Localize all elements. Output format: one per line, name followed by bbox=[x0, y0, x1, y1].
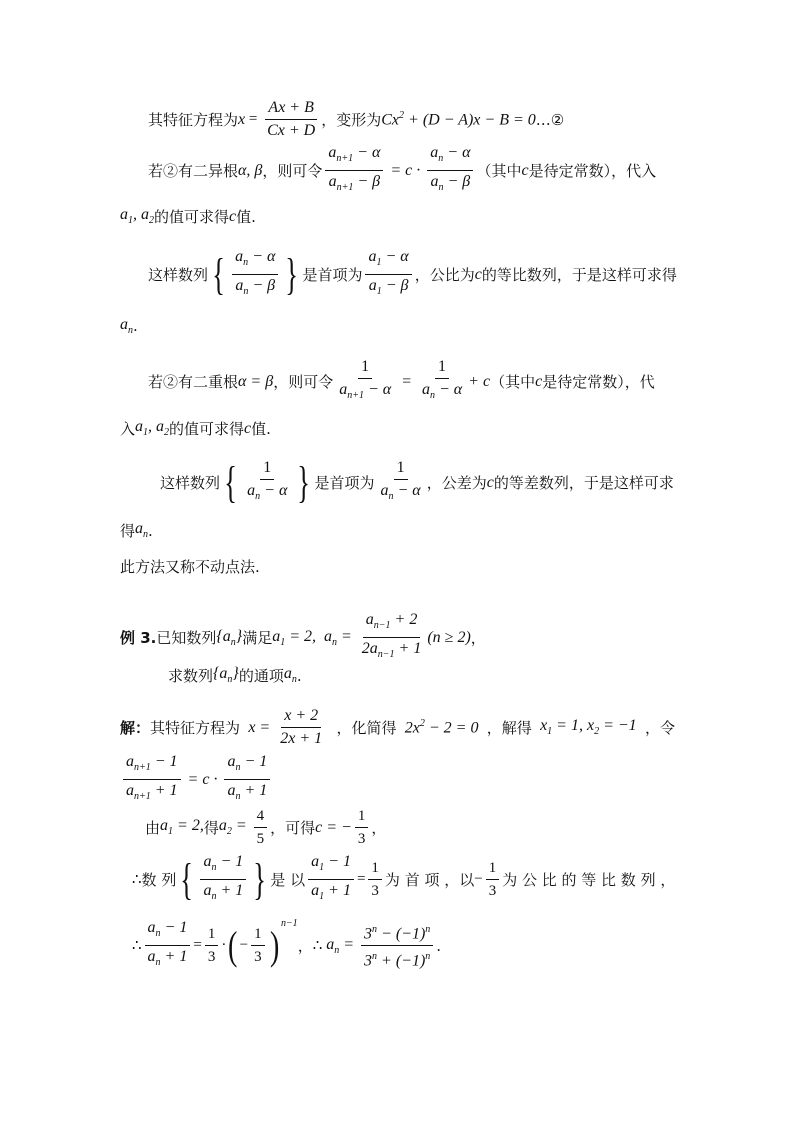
text: 是待定常数），代入 bbox=[528, 162, 657, 181]
get-an-line: 得 $a_n$ . bbox=[120, 520, 153, 541]
fraction: $\frac{1}{a_n - \alpha}$ bbox=[421, 358, 463, 402]
fraction: $\frac{1}{a_{n+1} - \alpha}$ bbox=[339, 358, 392, 402]
text: 其特征方程为 bbox=[150, 719, 241, 737]
solution-label: 解： bbox=[120, 719, 151, 737]
text: ， bbox=[371, 819, 387, 837]
text: ， bbox=[297, 937, 313, 956]
text: 求数列 bbox=[168, 667, 214, 685]
substitute-line-2: 入 $a_1$, $a_2$ 的值可求得 c 值. bbox=[120, 418, 271, 439]
therefore-symbol: ∴ bbox=[132, 938, 142, 955]
text: 的等比数列，于是这样可求得 bbox=[481, 266, 677, 285]
text: 的等差数列，于是这样可求 bbox=[493, 474, 674, 493]
text: ，解得 bbox=[486, 719, 532, 737]
solution-line-3: 由 $a_1 = 2$, 得 $a_2$ = $\frac{4}{5}$ ，可得 c = − $\frac{1}{3}$ ， bbox=[145, 808, 387, 847]
text: 值. bbox=[236, 208, 256, 226]
fraction: $\frac{1}{a_n - \alpha}$ bbox=[247, 459, 288, 503]
double-root-line: 若②有二重根 α = β ，则可令 $\frac{1}{a_{n+1} - \alpha}$ = $\frac{1}{a_n - \alpha}$ + c （其中 c 是待定常数），代 bbox=[148, 357, 655, 406]
fraction: $\frac{1}{a_n - \alpha}$ bbox=[380, 459, 421, 503]
example-3-question: 求数列 $\{a_n\}$ 的通项 $a_n$ . bbox=[168, 665, 302, 686]
text: ，公差为 bbox=[426, 474, 487, 493]
therefore-symbol: ∴ bbox=[132, 872, 142, 889]
text: 的值可求得 bbox=[154, 208, 230, 226]
text: ，化简得 bbox=[336, 719, 397, 737]
fraction: $\frac{a_n - \alpha}{a_n - \beta}$ bbox=[232, 247, 278, 302]
char-equation-line: 其特征方程为 x = $\frac{Ax + B}{Cx + D}$ ，变形为 $Cx^2 + (D - A)x - B = 0$ …② bbox=[148, 99, 565, 139]
text: ，令 bbox=[644, 719, 675, 737]
text: 入 bbox=[120, 420, 136, 438]
example-label: 例 3. bbox=[120, 629, 157, 648]
geometric-sequence-line: 这样数列 { $\frac{a_n - \alpha}{a_n - \beta}$ } 是首项为 $\frac{a_1 - \alpha}{a_1 - \beta}$ ，公比为 c 的等比数列，于是这样可求得 bbox=[148, 247, 677, 302]
fraction: $\frac{1}{3}$ bbox=[368, 858, 382, 901]
solution-line-1: 解：其特征方程为 x = $\frac{x + 2}{2x + 1}$ ，化简得 $2x^2 - 2 = 0$ ，解得 $x_1 = 1$, $x_2 = -1$ ，令 bbox=[120, 707, 675, 747]
text: 是待定常数），代 bbox=[542, 373, 655, 392]
text: 若②有二异根 bbox=[148, 162, 239, 181]
arithmetic-sequence-line: 这样数列 { $\frac{1}{a_n - \alpha}$ } 是首项为 $\frac{1}{a_n - \alpha}$ ，公差为 c 的等差数列，于是这样可求 bbox=[160, 457, 674, 507]
text: . bbox=[436, 936, 442, 955]
text: 值. bbox=[251, 420, 271, 438]
text: ，则可令 bbox=[273, 373, 334, 392]
distinct-roots-line: 若②有二异根 α, β ，则可令 $\frac{a_{n+1} - \alpha}{a_{n+1} - \beta}$ = c · $\frac{a_n - \alpha}{a_n - \beta}$ （其中 c 是待定常数），代入 bbox=[148, 143, 656, 198]
fraction: $\frac{4}{5}$ bbox=[254, 806, 268, 849]
example-3: 例 3. 已知数列 $\{a_n\}$ 满足 $a_1 = 2$, $a_n$ = $\frac{a_{n-1} + 2}{2a_{n-1} + 1}$ (n ≥ 2) ， bbox=[120, 610, 486, 665]
text: . bbox=[148, 521, 153, 540]
substitute-line: $a_1$, $a_2$ 的值可求得 c 值. bbox=[120, 206, 256, 227]
fraction: $\frac{x + 2}{2x + 1}$ bbox=[280, 707, 323, 747]
text: 为 首 项 ，以 bbox=[384, 871, 475, 890]
text: 由 bbox=[145, 819, 161, 837]
fraction: $\frac{a_n - 1}{a_n + 1}$ bbox=[224, 752, 270, 807]
text: ，则可令 bbox=[262, 162, 323, 181]
fixed-point-note bbox=[120, 556, 260, 577]
text: ，可得 bbox=[270, 819, 316, 837]
fraction: $\frac{a_{n+1} - \alpha}{a_{n+1} - \beta}$ bbox=[325, 143, 383, 198]
fraction: $\frac{a_{n+1} - 1}{a_{n+1} + 1}$ bbox=[123, 752, 181, 807]
text: . bbox=[133, 317, 138, 336]
text: 已知数列 bbox=[156, 629, 217, 648]
fraction: $\frac{a_1 - 1}{a_1 + 1}$ bbox=[308, 852, 354, 907]
therefore-symbol: ∴ bbox=[312, 938, 323, 955]
text: 的值可求得 bbox=[169, 420, 245, 438]
text: 满足 bbox=[242, 629, 273, 648]
solution-line-5: ∴ $\frac{a_n - 1}{a_n + 1}$ = $\frac{1}{3}$ · ( − $\frac{1}{3}$ ) n−1 ， ∴ $a_n$ = $\frac{3^n - (-1)^n}{3^n + (-1)^n}$ . bbox=[132, 918, 441, 973]
text: 是首项为 bbox=[314, 474, 375, 493]
fraction: $\frac{a_1 - \alpha}{a_1 - \beta}$ bbox=[365, 247, 411, 302]
fraction: $\frac{3^n - (-1)^n}{3^n + (-1)^n}$ bbox=[361, 920, 433, 972]
fraction: $\frac{1}{3}$ bbox=[355, 806, 369, 849]
text: ，变形为 bbox=[321, 111, 382, 129]
fraction: $\frac{a_{n-1} + 2}{2a_{n-1} + 1}$ bbox=[361, 611, 422, 661]
text: 的通项 bbox=[238, 667, 284, 685]
text: 这样数列 bbox=[148, 266, 209, 285]
text: 若②有二重根 bbox=[148, 373, 239, 392]
text: 为 公 比 的 等 比 数 列 ， bbox=[502, 871, 676, 890]
text: …② bbox=[535, 110, 565, 129]
text: 此方法又称不动点法. bbox=[120, 558, 260, 576]
text: 这样数列 bbox=[160, 474, 221, 493]
text: ，公比为 bbox=[414, 266, 475, 285]
solution-line-2: $\frac{a_{n+1} - 1}{a_{n+1} + 1}$ = c · $\frac{a_n - 1}{a_n + 1}$ bbox=[120, 752, 273, 807]
text: 是首项为 bbox=[302, 266, 363, 285]
fraction: $\frac{a_n - 1}{a_n + 1}$ bbox=[145, 918, 191, 973]
an-line: $a_n$ . bbox=[120, 316, 138, 337]
text: 是 以 bbox=[270, 871, 306, 890]
fraction: $\frac{a_n - \alpha}{a_n - \beta}$ bbox=[427, 143, 473, 198]
fraction: $\frac{1}{3}$ bbox=[205, 924, 219, 967]
text: 得 bbox=[203, 819, 219, 837]
text: 其特征方程为 bbox=[148, 111, 239, 129]
text: （其中 bbox=[490, 373, 536, 392]
fraction: $\frac{1}{3}$ bbox=[486, 858, 500, 901]
text: . bbox=[296, 666, 302, 685]
text: 得 bbox=[120, 522, 136, 540]
text: 数 列 bbox=[141, 871, 177, 890]
fraction: $\frac{a_n - 1}{a_n + 1}$ bbox=[200, 852, 246, 907]
fraction: $\frac{1}{3}$ bbox=[251, 924, 265, 967]
solution-line-4: ∴ 数 列 { $\frac{a_n - 1}{a_n + 1}$ } 是 以 $\frac{a_1 - 1}{a_1 + 1}$ = $\frac{1}{3}$ 为 首 项 ，以 − $\frac{1}{3}$ 为 公 比 的 等 比 数 列 ， bbox=[132, 852, 672, 907]
fraction: $\frac{Ax + B}{Cx + D}$ bbox=[267, 99, 316, 139]
text: （其中 bbox=[476, 162, 522, 181]
text: ， bbox=[470, 629, 486, 648]
